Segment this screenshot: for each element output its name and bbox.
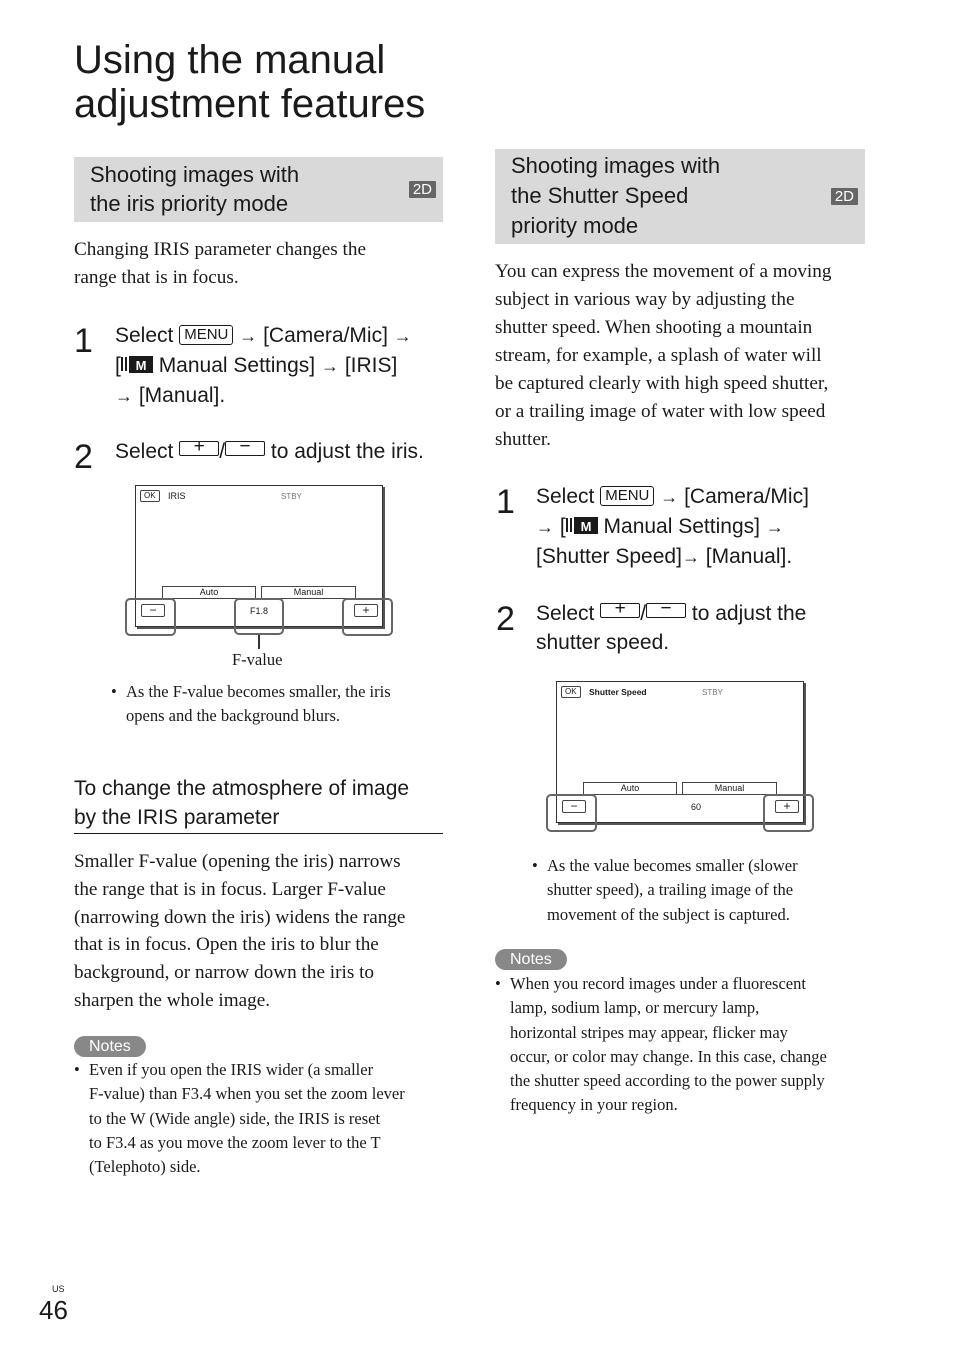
- minus-icon: −: [141, 604, 165, 617]
- plus-highlight: [763, 794, 814, 832]
- step-number: 2: [74, 438, 93, 476]
- f-value-caption: F-value: [232, 650, 283, 669]
- shutter-value-readout: 60: [691, 802, 702, 812]
- arrow-icon: →: [765, 517, 784, 537]
- region-code: US: [52, 1284, 65, 1294]
- arrow-icon: →: [681, 547, 700, 567]
- screen-label: Shutter Speed: [589, 687, 647, 697]
- shutter-intro: You can express the movement of a moving subject in various way by adjusting the shutter speed. When shooting a mountain stream, for example, a splash of water will be captured clearly with high speed shutter, or a trailing image of water with low speed shutter.: [495, 261, 832, 450]
- minus-button-icon: −: [646, 603, 686, 618]
- 2d-badge: 2D: [831, 188, 858, 205]
- arrow-icon: →: [115, 386, 133, 406]
- auto-tab: Auto: [162, 586, 256, 598]
- plus-button-icon: +: [600, 603, 640, 618]
- f-value-readout: F1.8: [250, 606, 269, 616]
- ok-button: OK: [561, 686, 581, 698]
- step2-instruction: Select + / − to adjust the iris.: [115, 436, 424, 463]
- minus-button-icon: −: [225, 441, 265, 456]
- ok-button: OK: [140, 490, 160, 502]
- arrow-icon: →: [536, 517, 554, 537]
- step-number: 1: [74, 322, 93, 360]
- notes-badge: Notes: [495, 949, 567, 970]
- step1-instruction: Select MENU → [Camera/Mic] → [ M Manual Settings] → [Shutter Speed]→ [Manual].: [536, 485, 809, 568]
- plus-button-icon: +: [179, 441, 219, 456]
- step1-instruction: Select MENU → [Camera/Mic] → [ M Manual Settings] → [IRIS] → [Manual].: [115, 324, 412, 407]
- step-number: 2: [496, 600, 515, 638]
- section-header-iris: Shooting images with the iris priority mode 2D: [74, 157, 443, 222]
- page-number: 46: [39, 1295, 68, 1325]
- callout-line: [258, 635, 260, 649]
- screen-label: IRIS: [168, 491, 186, 501]
- menu-button-icon: MENU: [600, 486, 654, 506]
- arrow-icon: →: [239, 326, 258, 346]
- step-number: 1: [496, 483, 515, 521]
- notes-badge: Notes: [74, 1036, 146, 1057]
- shutter-bullet: • As the value becomes smaller (slower shutter speed), a trailing image of the movement of the subject is captured.: [532, 856, 798, 924]
- minus-highlight: [546, 794, 597, 832]
- value-highlight: [234, 598, 284, 635]
- menu-button-icon: MENU: [179, 325, 233, 345]
- section-header-shutter: Shooting images with the Shutter Speed priority mode 2D: [495, 149, 865, 244]
- atmosphere-paragraph: Smaller F-value (opening the iris) narrows the range that is in focus. Larger F-value (narrowing down the iris) widens the range that is in focus. Open the iris to blur the background, or narrow down the iris to sharpen the whole image.: [74, 851, 406, 1011]
- standby-indicator: STBY: [281, 492, 302, 501]
- plus-icon: +: [354, 604, 378, 617]
- plus-highlight: [342, 598, 393, 636]
- subheading-atmosphere: To change the atmosphere of image by the IRIS parameter: [74, 774, 443, 834]
- arrow-icon: →: [660, 487, 679, 507]
- step2-instruction: Select + / − to adjust the shutter speed.: [536, 598, 807, 654]
- manual-camera-icon: [121, 353, 153, 373]
- standby-indicator: STBY: [702, 688, 723, 697]
- arrow-icon: →: [320, 356, 339, 376]
- manual-camera-icon: [566, 514, 598, 534]
- manual-tab: Manual: [682, 782, 777, 794]
- iris-bullet: • As the F-value becomes smaller, the iris opens and the background blurs.: [111, 682, 391, 726]
- arrow-icon: →: [393, 326, 412, 346]
- iris-intro: Changing IRIS parameter changes the range that is in focus.: [74, 239, 366, 288]
- auto-tab: Auto: [583, 782, 677, 794]
- 2d-badge: 2D: [409, 181, 436, 198]
- iris-note: • Even if you open the IRIS wider (a smaller F-value) than F3.4 when you set the zoom lever to the W (Wide angle) side, the IRIS is reset to F3.4 as you move the zoom lever to the T (Telephoto) side.: [74, 1060, 405, 1177]
- shutter-note: • When you record images under a fluorescent lamp, sodium lamp, or mercury lamp, horizontal stripes may appear, flicker may occur, or color may change. In this case, change the shutter speed according to the power supply frequency in your region.: [495, 974, 827, 1115]
- minus-highlight: [125, 598, 176, 636]
- manual-tab: Manual: [261, 586, 356, 598]
- minus-icon: −: [562, 800, 586, 813]
- page-title: Using the manual adjustment features: [74, 38, 426, 126]
- plus-icon: +: [775, 800, 799, 813]
- manual-camera-icon-letter: M: [135, 358, 147, 373]
- manual-camera-icon-letter: M: [580, 519, 592, 534]
